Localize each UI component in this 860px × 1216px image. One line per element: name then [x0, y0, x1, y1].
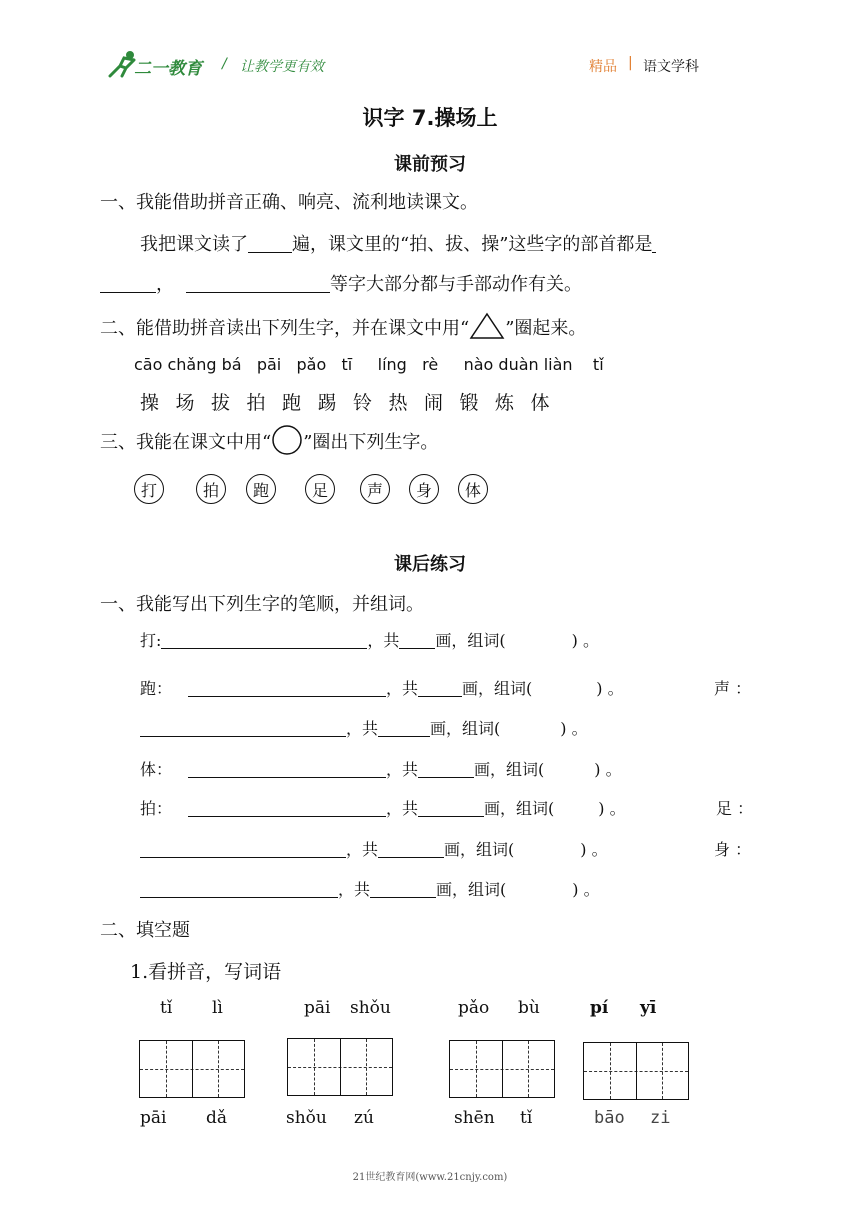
vocab-char: 热 — [388, 392, 408, 414]
pinyin-syllable: pí — [590, 998, 609, 1018]
q3-text-a: 三、我能在课文中用“ — [100, 432, 272, 453]
vocab-char: 操 — [140, 392, 160, 414]
stroke-line-4 — [140, 757, 622, 780]
circled-char: 打 — [134, 474, 164, 504]
question-1-line2 — [100, 270, 582, 296]
q1-text-c: 等字大部分都与手部动作有关。 — [330, 274, 582, 295]
vocab-char: 场 — [175, 392, 195, 414]
header-slogan: 让教学更有效 — [240, 59, 324, 75]
vocab-char: 拍 — [246, 392, 266, 414]
char-label: 体： — [140, 760, 173, 779]
pinyin-syllable: tǐ — [160, 998, 173, 1018]
triangle-icon — [469, 312, 505, 340]
pinyin-syllable: bù — [518, 998, 540, 1018]
section-heading-preview: 课前预习 — [394, 154, 466, 175]
gong-label: ，共 — [338, 880, 371, 899]
char-label: 打: — [140, 631, 162, 650]
blank-radical[interactable] — [100, 274, 156, 293]
char-label-sheng: 声 ： — [714, 679, 752, 698]
pinyin-syllable: tǐ — [520, 1108, 533, 1128]
writing-grid[interactable] — [449, 1040, 555, 1098]
close-label: ) 。 — [572, 880, 600, 899]
close-label: ) 。 — [560, 719, 588, 738]
writing-grid[interactable] — [287, 1038, 393, 1096]
question-1: 一、我能借助拼音正确、响亮、流利地读课文。 — [100, 192, 478, 213]
q2-text-a: 二、能借助拼音读出下列生字，并在课文中用“ — [100, 318, 470, 339]
q1-comma: ， — [156, 274, 174, 295]
stroke-line-2 — [140, 676, 624, 699]
blank-stroke-order[interactable] — [188, 761, 386, 778]
practice-sub-question: 1.看拼音，写词语 — [130, 961, 282, 983]
vocab-char: 闹 — [424, 392, 444, 414]
q2-text-b: ”圈起来。 — [505, 318, 587, 339]
close-label: ) 。 — [596, 679, 624, 698]
stroke-line-6 — [140, 837, 608, 860]
char-label: 跑： — [140, 679, 173, 698]
zuci-label: 画，组词( — [462, 679, 533, 698]
circled-char: 体 — [458, 474, 488, 504]
blank-stroke-order[interactable] — [188, 800, 386, 817]
blank-read-count[interactable] — [248, 234, 292, 253]
header-divider: | — [628, 55, 633, 71]
vocab-char: 拔 — [211, 392, 231, 414]
blank-stroke-count[interactable] — [370, 881, 436, 898]
pinyin-row: cāo chǎng bá pāi pǎo tī líng rè nào duàn liàn tǐ — [134, 355, 604, 374]
vocab-char: 炼 — [495, 392, 515, 414]
blank-stroke-order[interactable] — [140, 881, 338, 898]
chars-row — [140, 388, 566, 415]
pinyin-syllable: bāo — [594, 1108, 625, 1128]
writing-grid[interactable] — [583, 1042, 689, 1100]
blank-stroke-count[interactable] — [399, 632, 435, 649]
q3-text-b: ”圈出下列生字。 — [303, 432, 439, 453]
zuci-label: 画，组词( — [484, 799, 555, 818]
question-3 — [100, 424, 438, 456]
blank-stroke-count[interactable] — [418, 800, 484, 817]
question-2 — [100, 312, 586, 340]
zuci-label: 画，组词( — [435, 631, 506, 650]
pinyin-syllable: yī — [640, 998, 657, 1018]
circle-icon — [271, 424, 303, 456]
zuci-label: 画，组词( — [430, 719, 501, 738]
gong-label: ，共 — [386, 799, 419, 818]
stroke-line-1 — [140, 628, 599, 651]
pinyin-syllable: zú — [354, 1108, 374, 1128]
header-separator: / — [222, 56, 227, 72]
blank-chars[interactable] — [186, 274, 330, 293]
stroke-line-5 — [140, 796, 626, 819]
gong-label: ，共 — [346, 840, 379, 859]
zuci-label: 画，组词( — [474, 760, 545, 779]
circled-char: 身 — [409, 474, 439, 504]
circled-char: 跑 — [246, 474, 276, 504]
blank-stroke-order[interactable] — [161, 632, 367, 649]
close-label: ) 。 — [571, 631, 600, 650]
pinyin-syllable: shēn — [454, 1108, 495, 1128]
pinyin-syllable: lì — [212, 998, 223, 1018]
header-subject: 语文学科 — [643, 59, 699, 75]
char-label-shen: 身 ： — [714, 840, 752, 859]
logo-text: 二一教育 — [134, 59, 202, 79]
header-tag: 精品 — [589, 59, 617, 75]
zuci-label: 画，组词( — [436, 880, 507, 899]
char-label: 拍： — [140, 799, 173, 818]
vocab-char: 铃 — [353, 392, 373, 414]
close-label: ) 。 — [580, 840, 608, 859]
gong-label: ，共 — [367, 631, 400, 650]
writing-grid[interactable] — [139, 1040, 245, 1098]
close-label: ) 。 — [598, 799, 626, 818]
practice-question-1: 一、我能写出下列生字的笔顺，并组词。 — [100, 594, 424, 615]
pinyin-syllable: dǎ — [206, 1108, 228, 1128]
vocab-char: 踢 — [317, 392, 337, 414]
question-1-line1 — [140, 230, 656, 256]
gong-label: ，共 — [386, 760, 419, 779]
q1-text-b: 遍，课文里的“拍、拔、操”这些字的部首都是 — [292, 234, 653, 255]
circled-char: 足 — [305, 474, 335, 504]
circled-char: 拍 — [196, 474, 226, 504]
blank-stroke-order[interactable] — [188, 680, 386, 697]
gong-label: ，共 — [346, 719, 379, 738]
q1-text-a: 我把课文读了 — [140, 234, 248, 255]
blank-stroke-count[interactable] — [378, 841, 444, 858]
pinyin-syllable: shǒu — [286, 1108, 327, 1128]
blank-stroke-order[interactable] — [140, 720, 346, 737]
close-label: ) 。 — [594, 760, 622, 779]
vocab-char: 锻 — [459, 392, 479, 414]
pinyin-syllable: pāi — [140, 1108, 167, 1128]
char-label-zu: 足 ： — [716, 799, 754, 818]
page-title: 识字 7.操场上 — [362, 106, 498, 130]
stroke-line-3 — [140, 716, 588, 739]
blank-radical-start[interactable] — [652, 234, 656, 253]
blank-stroke-order[interactable] — [140, 841, 346, 858]
pinyin-syllable: pāi — [304, 998, 331, 1018]
stroke-line-7 — [140, 877, 600, 900]
pinyin-syllable: shǒu — [350, 998, 391, 1018]
logo — [104, 48, 234, 80]
section-heading-practice: 课后练习 — [394, 554, 466, 575]
practice-question-2: 二、填空题 — [100, 920, 190, 941]
circled-char: 声 — [360, 474, 390, 504]
pinyin-syllable: pǎo — [458, 998, 490, 1018]
gong-label: ，共 — [386, 679, 419, 698]
blank-stroke-count[interactable] — [378, 720, 430, 737]
page-footer: 21世纪教育网(www.21cnjy.com) — [352, 1172, 508, 1183]
blank-stroke-count[interactable] — [418, 680, 462, 697]
vocab-char: 体 — [530, 392, 550, 414]
blank-stroke-count[interactable] — [418, 761, 474, 778]
zuci-label: 画，组词( — [444, 840, 515, 859]
vocab-char: 跑 — [282, 392, 302, 414]
pinyin-syllable: zi — [650, 1108, 671, 1128]
